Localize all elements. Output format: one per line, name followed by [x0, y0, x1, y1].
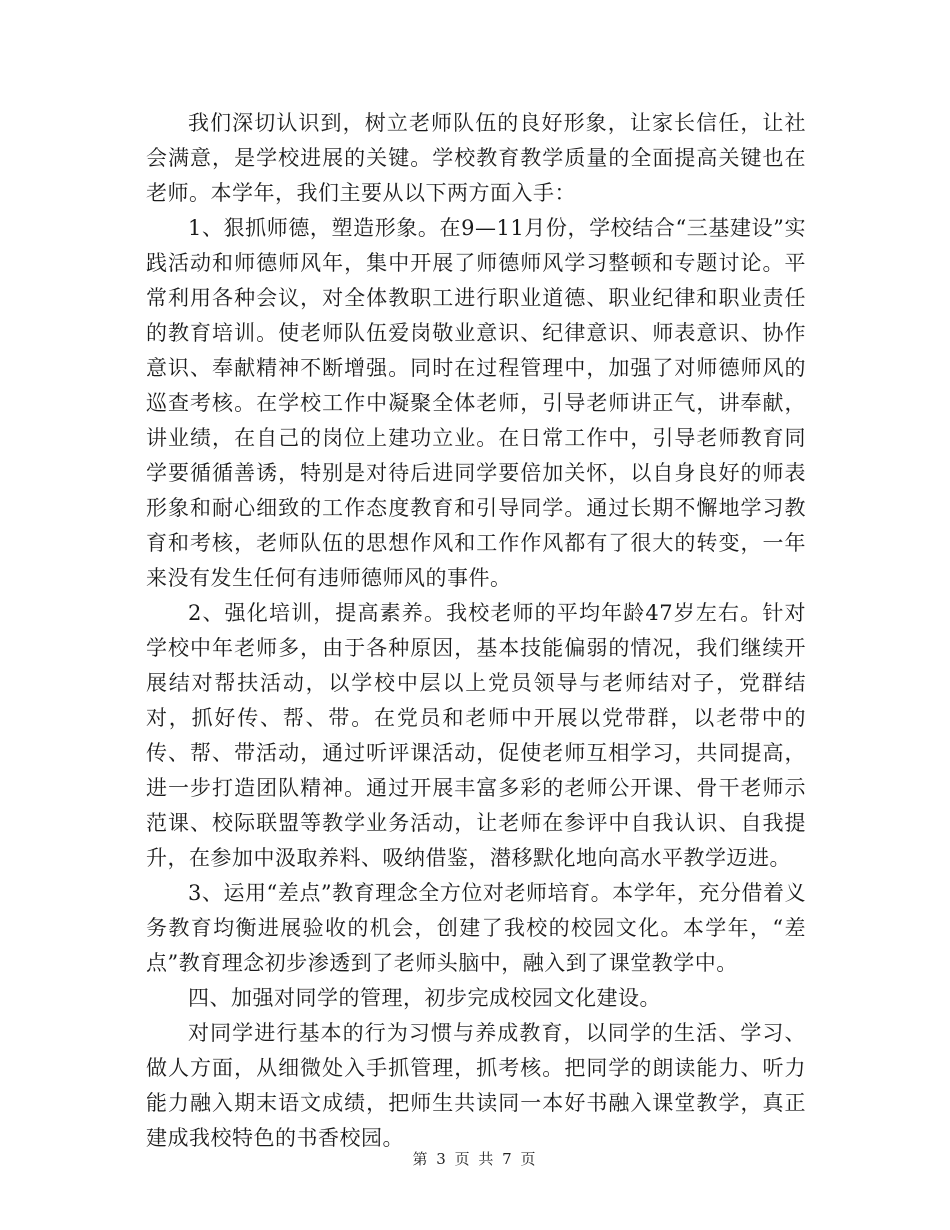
paragraph-training: 2、强化培训，提高素养。我校老师的平均年龄47岁左右。针对学校中年老师多，由于各种原因，基本技能偏弱的情况，我们继续开展结对帮扶活动，以学校中层以上党员领导与老师结对子，党群结对，抓好传、帮、带。在党员和老师中开展以党带群，以老带中的传、帮、带活动，通过听评课活动，促使老师互相学习，共同提高，进一步打造团队精神。通过开展丰富多彩的老师公开课、骨干老师示范课、校际联盟等教学业务活动，让老师在参评中自我认识、自我提升，在参加中汲取养料、吸纳借鉴，潜移默化地向高水平教学迈进。 — [146, 601, 806, 870]
paragraph-student-management: 对同学进行基本的行为习惯与养成教育，以同学的生活、学习、做人方面，从细微处入手抓管理，抓考核。把同学的朗读能力、听力能力融入期末语文成绩，把师生共读同一本好书融入课堂教学，真正建成我校特色的书香校园。 — [146, 1021, 806, 1150]
paragraph-teacher-ethics: 1、狠抓师德，塑造形象。在9—11月份，学校结合“三基建设”实践活动和师德师风年，集中开展了师德师风学习整顿和专题讨论。平常利用各种会议，对全体教职工进行职业道德、职业纪律和职业责任的教育培训。使老师队伍爱岗敬业意识、纪律意识、师表意识、协作意识、奉献精神不断增强。同时在过程管理中，加强了对师德师风的巡查考核。在学校工作中凝聚全体老师，引导老师讲正气，讲奉献，讲业绩，在自己的岗位上建功立业。在日常工作中，引导老师教育同学要循循善诱，特别是对待后进同学要倍加关怀，以自身良好的师表形象和耐心细致的工作态度教育和引导同学。通过长期不懈地学习教育和考核，老师队伍的思想作风和工作作风都有了很大的转变，一年来没有发生任何有违师德师风的事件。 — [146, 216, 806, 590]
page-number-footer: 第 3 页 共 7 页 — [412, 1150, 538, 1168]
paragraph-education-concept: 3、运用“差点”教育理念全方位对老师培育。本学年，充分借着义务教育均衡进展验收的机会，创建了我校的校园文化。本学年，“差点”教育理念初步渗透到了老师头脑中，融入到了课堂教学中。 — [146, 881, 806, 975]
document-body — [146, 106, 806, 1156]
paragraph-intro: 我们深切认识到，树立老师队伍的良好形象，让家长信任，让社会满意，是学校进展的关键。学校教育教学质量的全面提高关键也在老师。本学年，我们主要从以下两方面入手： — [146, 111, 806, 205]
section-heading-student-management: 四、加强对同学的管理，初步完成校园文化建设。 — [188, 986, 661, 1010]
